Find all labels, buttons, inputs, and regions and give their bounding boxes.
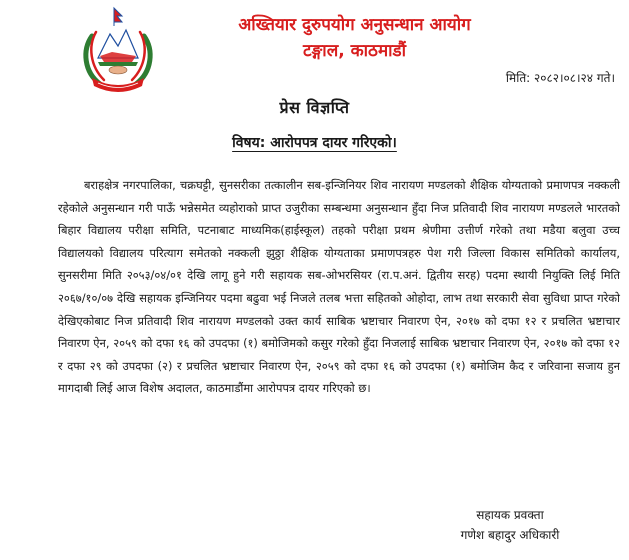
issue-date: मिति: २०८२।०८।२४ गते। [505, 71, 615, 85]
signatory-name: गणेश बहादुर अधिकारी [460, 528, 560, 542]
organization-name: अख्तियार दुरुपयोग अनुसन्धान आयोग [238, 15, 471, 35]
press-release-title: प्रेस विज्ञप्ति [279, 98, 350, 117]
organization-location: टङ्गाल, काठमाडौं [302, 41, 407, 61]
signatory-role: सहायक प्रवक्ता [476, 508, 544, 522]
signature-block [435, 505, 585, 545]
subject-text: विषय: आरोपपत्र दायर गरिएको। [232, 135, 397, 151]
subject-heading [0, 133, 629, 152]
press-release-body: बराहक्षेत्र नगरपालिका, चक्रघट्टी, सुनसरीका तत्कालीन सब-इन्जिनियर शिव नारायण मण्डलको शैक्षिक योग्यताको प्रमाणपत्र नक्कली रहेकोले अनुसन्धान गरी पाऊँ भन्नेसमेत व्यहोराको प्राप्त उजुरीका सम्बन्धमा अनुसन्धान हुँदा निज प्रतिवादी शिव नारायण मण्डलले भारतको बिहार विद्यालय परीक्षा समिति, पटनाबाट माध्यमिक(हाईस्कूल) तहको परीक्षा प्रथम श्रेणीमा उत्तीर्ण गरेको तथा मडैया बलुवा उच्च विद्यालयको विद्यालय परित्याग समेतको नक्कली झुठ्ठा शैक्षिक योग्यताका प्रमाणपत्रहरु पेश गरी जिल्ला विकास समितिको कार्यालय, सुनसरीमा मिति २०५३/०४/०१ देखि लागू हुने गरी सहायक सब-ओभरसियर (रा.प.अनं. द्वितीय सरह) पदमा स्थायी नियुक्ति लिई मिति २०६७/१०/०७ देखि सहायक इन्जिनियर पदमा बढुवा भई निजले तलब भत्ता सहितको ओहोदा, लाभ तथा सरकारी सेवा सुविधा प्राप्त गरेको देखिएकोबाट निज प्रतिवादी शिव नारायण मण्डलको उक्त कार्य साबिक भ्रष्टाचार निवारण ऐन, २०१७ को दफा १२ र प्रचलित भ्रष्टाचार निवारण ऐन, २०५९ को दफा १६ को उपदफा (१) बमोजिमको कसुर गरेको हुँदा निजलाई साबिक भ्रष्टाचार निवारण ऐन, २०१७ को दफा १२ र दफा २९ को उपदफा (२) र प्रचलित भ्रष्टाचार निवारण ऐन, २०५९ को दफा १६ को उपदफा (१) बमोजिम कैद र जरिवाना सजाय हुन मागदाबी लिई आज विशेष अदालत, काठमाडौंमा आरोपपत्र दायर गरिएको छ। [58, 178, 620, 396]
